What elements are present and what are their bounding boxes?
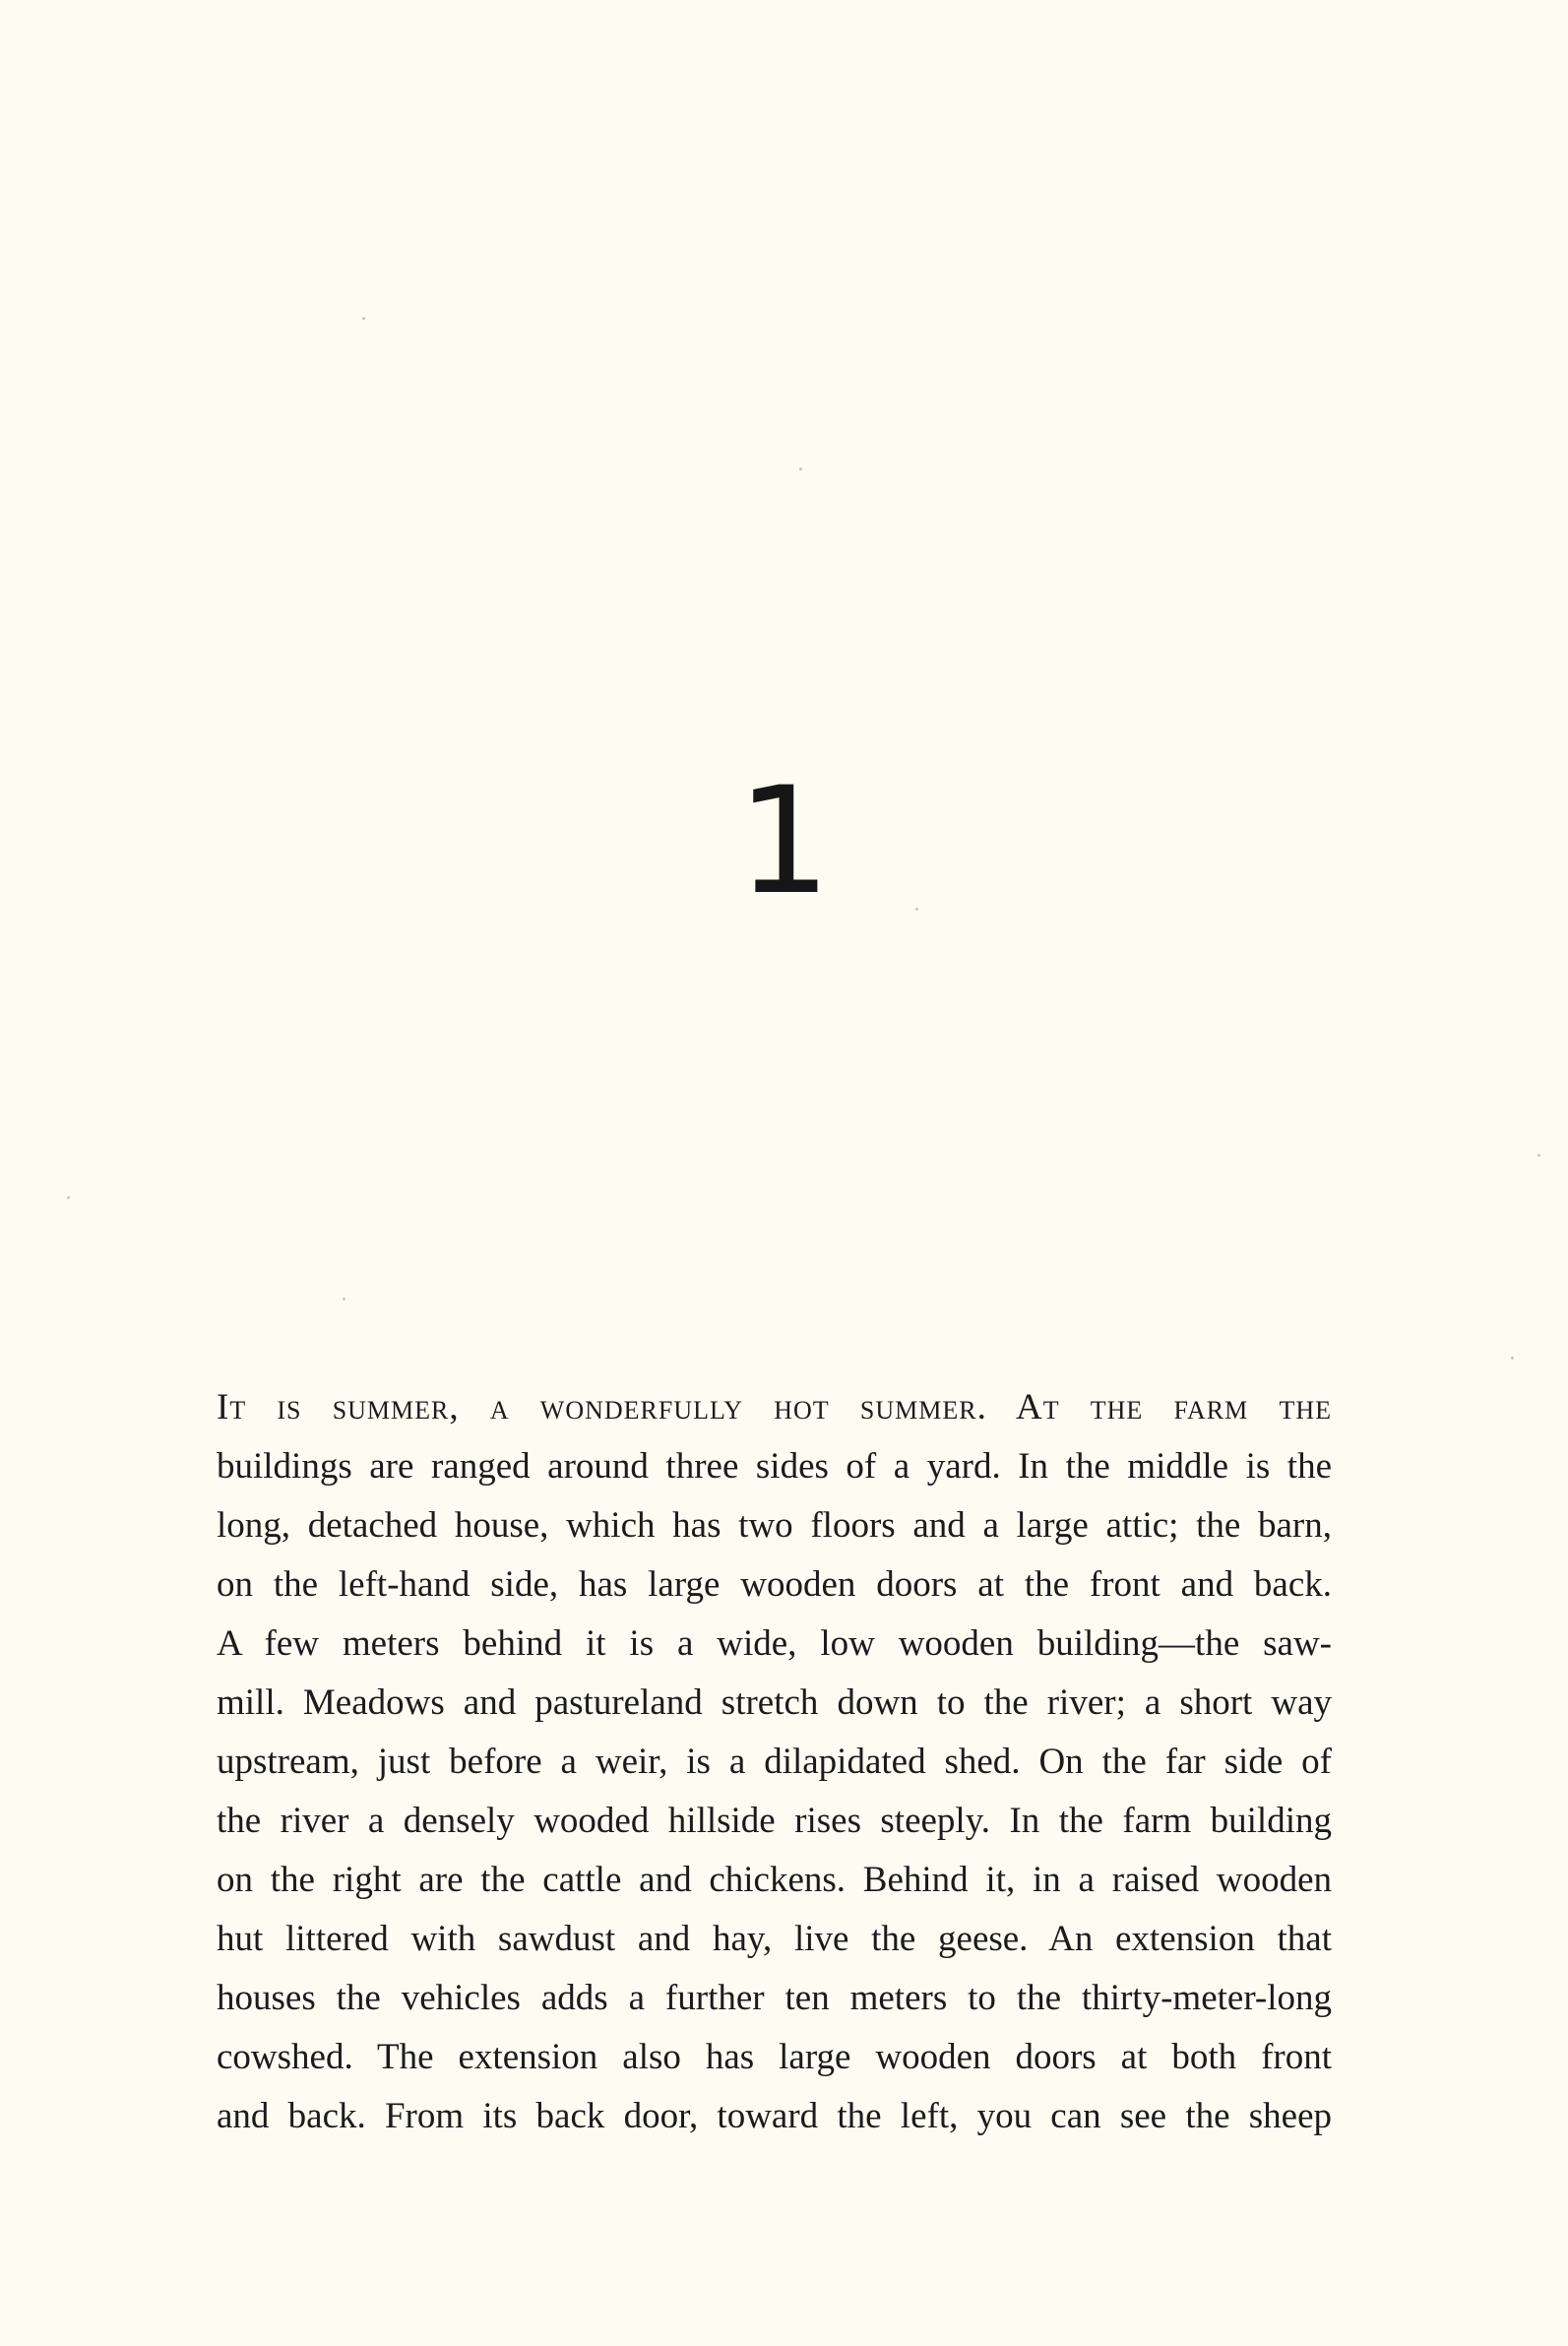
text-line: long, detached house, which has two floors and a large attic; the barn, [217, 1505, 1332, 1546]
paper-speck [362, 317, 365, 320]
chapter-number: 1 [736, 756, 832, 927]
text-line: upstream, just before a weir, is a dilapidated shed. On the far side of [217, 1742, 1332, 1782]
text-line: on the left-hand side, has large wooden doors at the front and back. [217, 1564, 1332, 1605]
text-line: buildings are ranged around three sides of a yard. In the middle is the [217, 1446, 1332, 1487]
chapter-body-text [217, 1378, 1332, 2146]
text-line: hut littered with sawdust and hay, live the geese. An extension that [217, 1919, 1332, 1959]
paper-speck [1511, 1357, 1514, 1360]
paper-speck [67, 1196, 70, 1199]
paper-speck [1537, 1154, 1540, 1157]
paper-speck [343, 1298, 345, 1300]
text-line: mill. Meadows and pastureland stretch down to the river; a short way [217, 1682, 1332, 1723]
text-line: houses the vehicles adds a further ten meters to the thirty-meter-long [217, 1978, 1332, 2018]
text-line: A few meters behind it is a wide, low wooden building—the saw- [217, 1623, 1332, 1664]
text-line: and back. From its back door, toward the left, you can see the sheep [217, 2096, 1332, 2136]
paper-speck [799, 468, 802, 471]
text-line: cowshed. The extension also has large wooden doors at both front [217, 2037, 1332, 2077]
text-line: the river a densely wooded hillside rises steeply. In the farm building [217, 1801, 1332, 1841]
text-line: on the right are the cattle and chickens. Behind it, in a raised wooden [217, 1860, 1332, 1900]
text-line-opening: It is summer, a wonderfully hot summer. At the farm the [217, 1387, 1332, 1427]
